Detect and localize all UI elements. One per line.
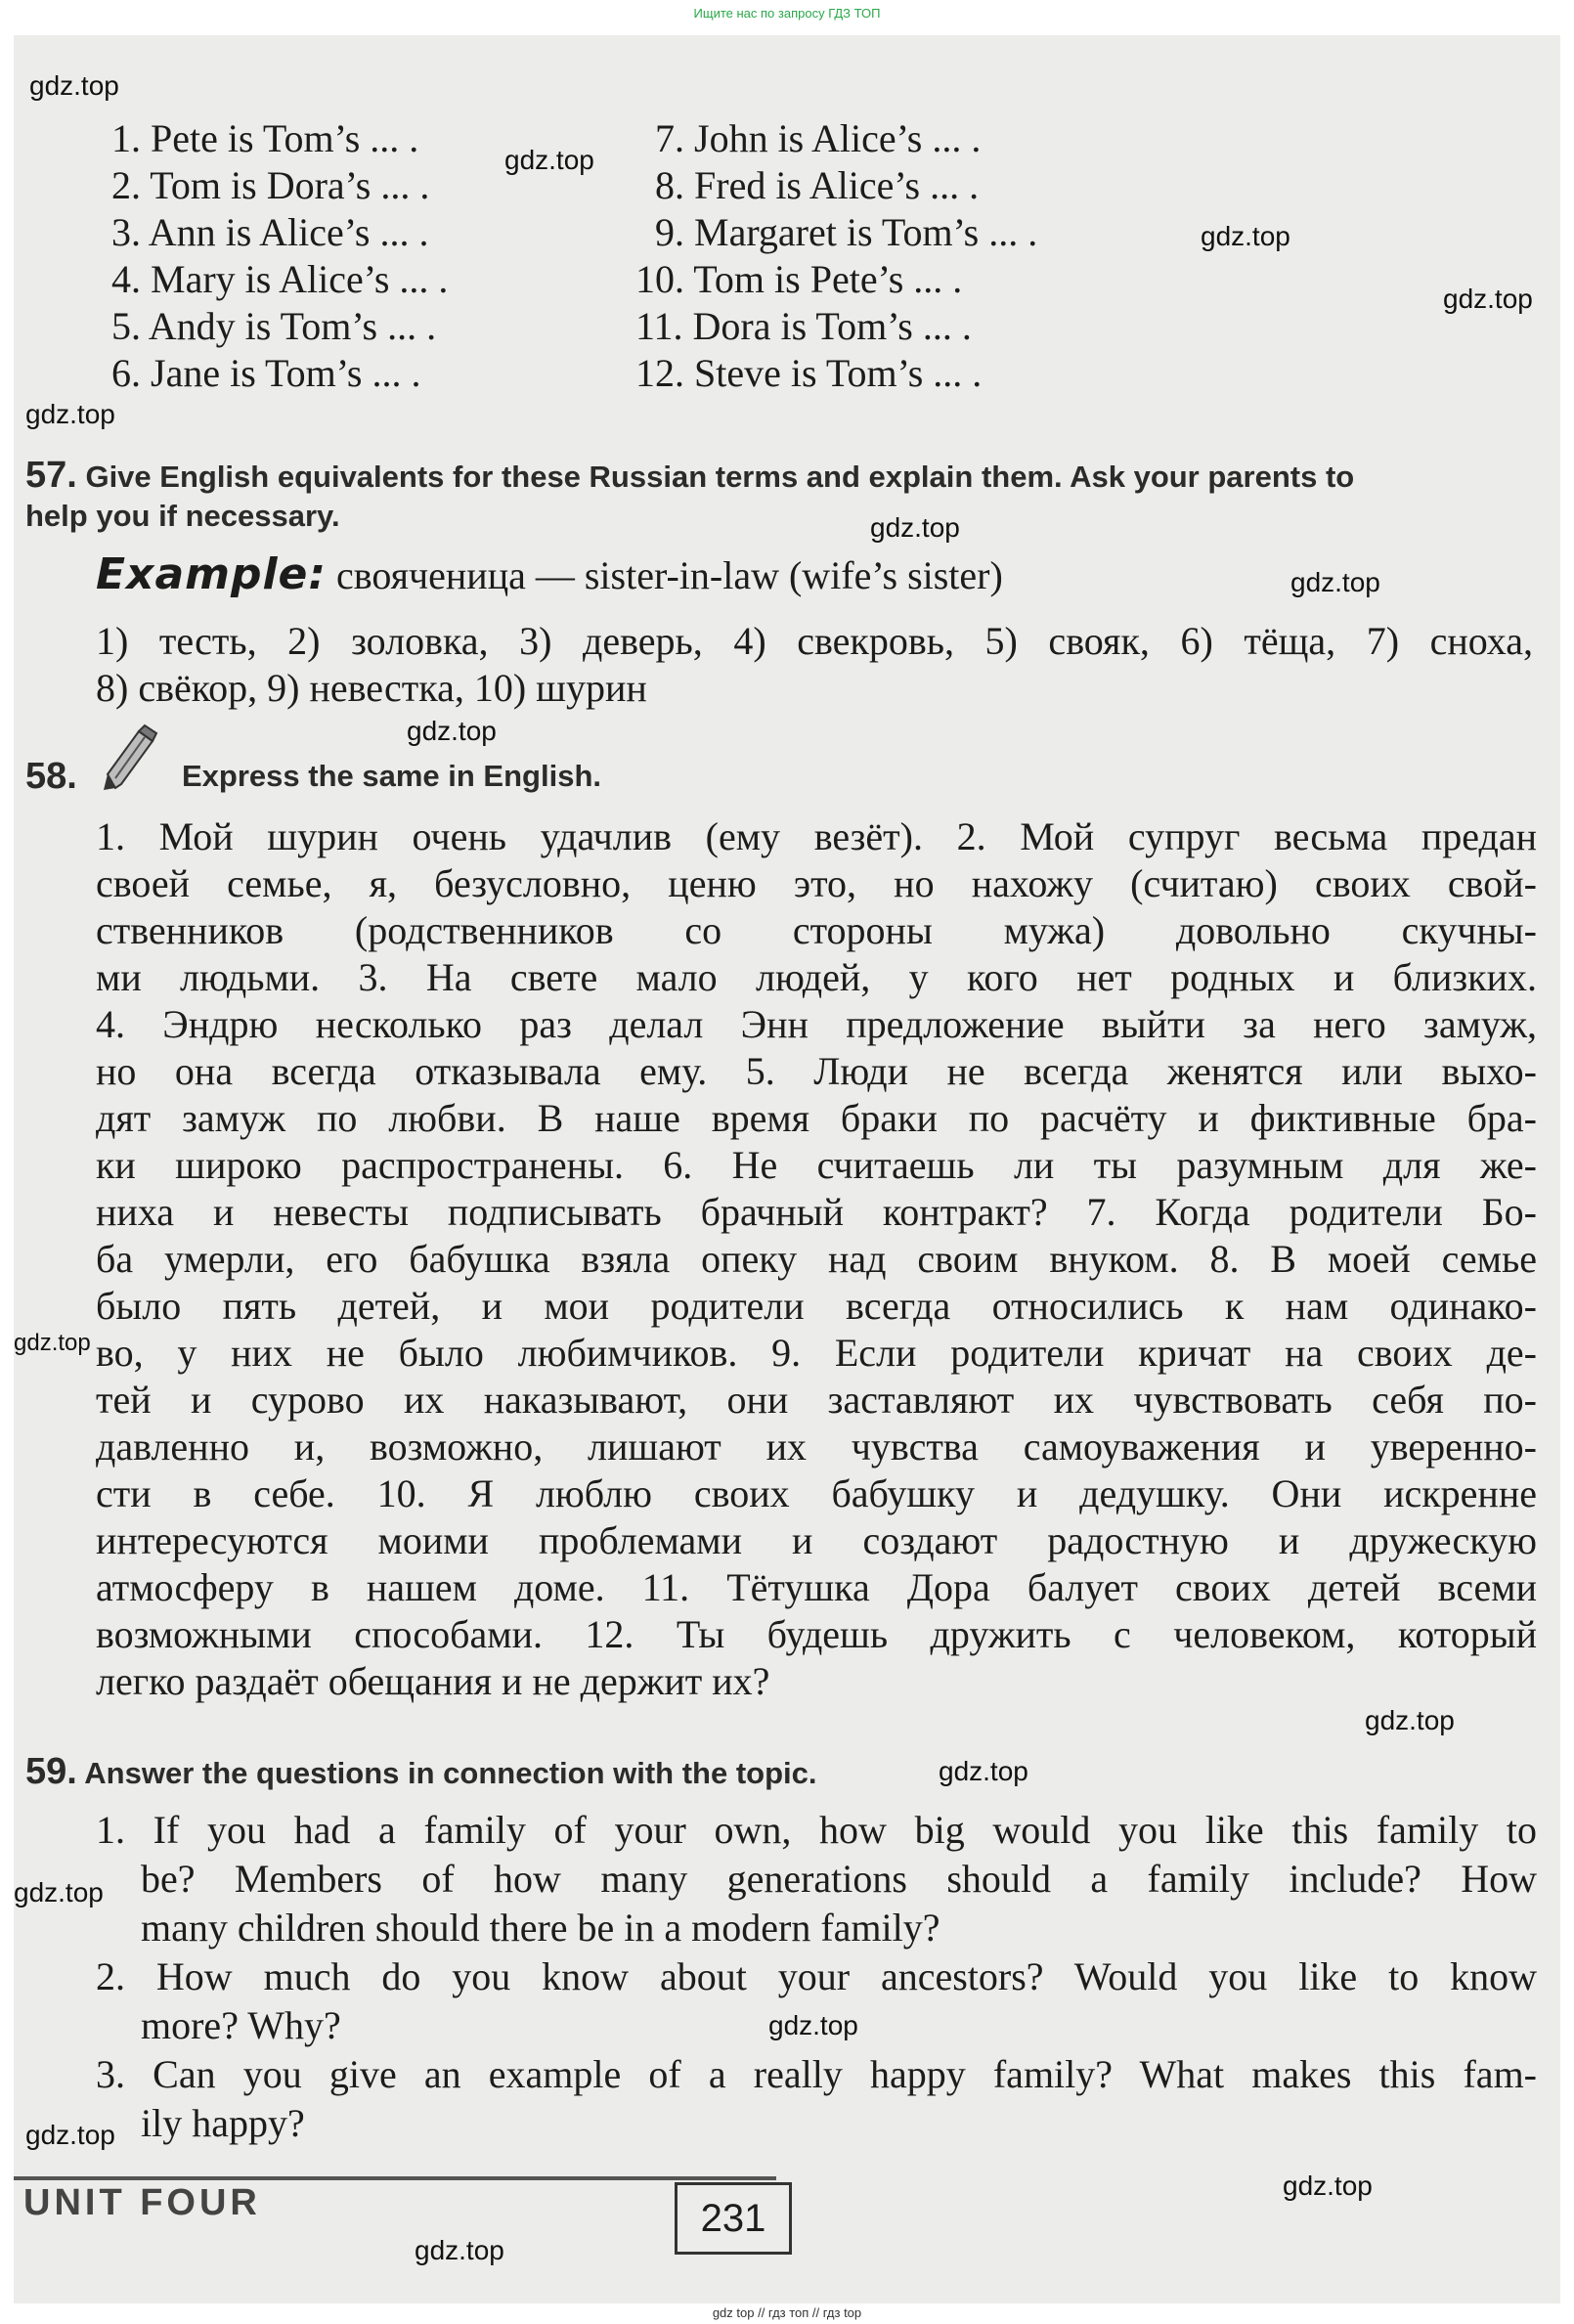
- watermark: gdz.top: [14, 1330, 91, 1356]
- list-item: 4. Mary is Alice’s ... .: [111, 257, 449, 301]
- text-line: сти в себе. 10. Я люблю своих бабушку и дедушку. Они искренне: [96, 1471, 1537, 1515]
- footer-note: gdz top // гдз топ // гдз top: [712, 2305, 862, 2320]
- text-line: ily happy?: [141, 2101, 305, 2145]
- text-line: 2. How much do you know about your ancestors? Would you like to know: [96, 1954, 1537, 1998]
- text-line: легко раздаёт обещания и не держит их?: [96, 1659, 770, 1703]
- exercise-57-heading: [25, 456, 1354, 497]
- text-line: возможными способами. 12. Ты будешь дружить с человеком, который: [96, 1612, 1537, 1656]
- text-line: 1. Мой шурин очень удачлив (ему везёт). 2. Мой супруг весьма предан: [96, 814, 1537, 858]
- exercise-58-heading: [25, 757, 77, 798]
- text-line: но она всегда отказывала ему. 5. Люди не всегда женятся или выхо-: [96, 1049, 1537, 1093]
- watermark: gdz.top: [1290, 567, 1380, 597]
- example-line: [96, 551, 1003, 599]
- text-line: было пять детей, и мои родители всегда относились к нам одинако-: [96, 1284, 1537, 1328]
- text-line: давленно и, возможно, лишают их чувства самоуважения и уверенно-: [96, 1425, 1537, 1469]
- text-line: 4. Эндрю несколько раз делал Энн предложение выйти за него замуж,: [96, 1002, 1537, 1046]
- list-item: 11. Dora is Tom’s ... .: [635, 304, 972, 348]
- text-line: тей и сурово их наказывают, они заставляют их чувствовать себя по-: [96, 1378, 1537, 1422]
- watermark: gdz.top: [504, 145, 594, 175]
- watermark: gdz.top: [870, 512, 960, 543]
- text-line: many children should there be in a modern family?: [141, 1906, 940, 1950]
- example-text: свояченица — sister-in-law (wife’s sister): [336, 553, 1003, 597]
- exercise-59-heading: [25, 1752, 817, 1793]
- text-line: во, у них не было любимчиков. 9. Если родители кричат на своих де-: [96, 1331, 1537, 1375]
- text-line: ки широко распространены. 6. Не считаешь ли ты разумным для же-: [96, 1143, 1537, 1187]
- list-item: 1. Pete is Tom’s ... .: [111, 116, 419, 160]
- watermark: gdz.top: [1283, 2171, 1373, 2201]
- watermark: gdz.top: [25, 2120, 115, 2150]
- watermark: gdz.top: [768, 2010, 858, 2040]
- example-label: Example:: [96, 549, 327, 599]
- watermark: gdz.top: [407, 716, 497, 746]
- list-item: 5. Andy is Tom’s ... .: [111, 304, 437, 348]
- watermark: gdz.top: [25, 399, 115, 429]
- list-item: 7. John is Alice’s ... .: [655, 116, 982, 160]
- exercise-number: 59.: [25, 1751, 77, 1792]
- watermark: gdz.top: [29, 70, 119, 101]
- text-line: атмосферу в нашем доме. 11. Тётушка Дора балует своих детей всеми: [96, 1565, 1537, 1609]
- list-item: 3. Ann is Alice’s ... .: [111, 210, 429, 254]
- exercise-number: 57.: [25, 455, 77, 496]
- exercise-number: 58.: [25, 756, 77, 797]
- exercise-58-instruction: Express the same in English.: [182, 759, 601, 793]
- footer-rule: [14, 2176, 776, 2180]
- text-line: ба умерли, его бабушка взяла опеку над своим внуком. 8. В моей семье: [96, 1237, 1537, 1281]
- watermark: gdz.top: [415, 2235, 504, 2265]
- watermark: gdz.top: [1443, 284, 1533, 314]
- exercise-57-instruction-cont: help you if necessary.: [25, 499, 340, 533]
- text-line: 3. Can you give an example of a really happy family? What makes this fam-: [96, 2052, 1537, 2096]
- text-line: ми людьми. 3. На свете мало людей, у кого нет родных и близких.: [96, 955, 1537, 999]
- text-line: be? Members of how many generations should a family include? How: [141, 1857, 1537, 1901]
- list-item: 12. Steve is Tom’s ... .: [635, 351, 983, 395]
- page-number: 231: [675, 2182, 792, 2255]
- watermark: gdz.top: [14, 1877, 104, 1907]
- list-item: 9. Margaret is Tom’s ... .: [655, 210, 1038, 254]
- text-line: дят замуж по любви. В наше время браки по расчёту и фиктивные бра-: [96, 1096, 1537, 1140]
- list-item: 2. Tom is Dora’s ... .: [111, 163, 430, 207]
- text-line: ственников (родственников со стороны мужа) довольно скучны-: [96, 908, 1537, 952]
- unit-title: UNIT FOUR: [23, 2182, 261, 2223]
- watermark: gdz.top: [1201, 221, 1290, 251]
- text-line: своей семье, я, безусловно, ценю это, но нахожу (считаю) своих свой-: [96, 861, 1537, 905]
- terms-list: 1) тесть, 2) золовка, 3) деверь, 4) свекровь, 5) свояк, 6) тёща, 7) сноха,: [96, 619, 1533, 663]
- text-line: 1. If you had a family of your own, how big would you like this family to: [96, 1808, 1537, 1852]
- pencil-icon: [102, 724, 160, 792]
- text-line: ниха и невесты подписывать брачный контракт? 7. Когда родители Бо-: [96, 1190, 1537, 1234]
- list-item: 10. Tom is Pete’s ... .: [635, 257, 963, 301]
- list-item: 6. Jane is Tom’s ... .: [111, 351, 421, 395]
- exercise-instruction: Answer the questions in connection with the topic.: [84, 1756, 817, 1790]
- terms-list: 8) свёкор, 9) невестка, 10) шурин: [96, 666, 647, 710]
- watermark: gdz.top: [1365, 1705, 1455, 1735]
- exercise-instruction: Give English equivalents for these Russian terms and explain them. Ask your parents to: [85, 460, 1355, 494]
- watermark: gdz.top: [939, 1756, 1028, 1786]
- text-line: интересуются моими проблемами и создают радостную и дружескую: [96, 1518, 1537, 1562]
- header-note: Ищите нас по запросу ГДЗ ТОП: [693, 6, 881, 21]
- list-item: 8. Fred is Alice’s ... .: [655, 163, 980, 207]
- text-line: more? Why?: [141, 2003, 341, 2047]
